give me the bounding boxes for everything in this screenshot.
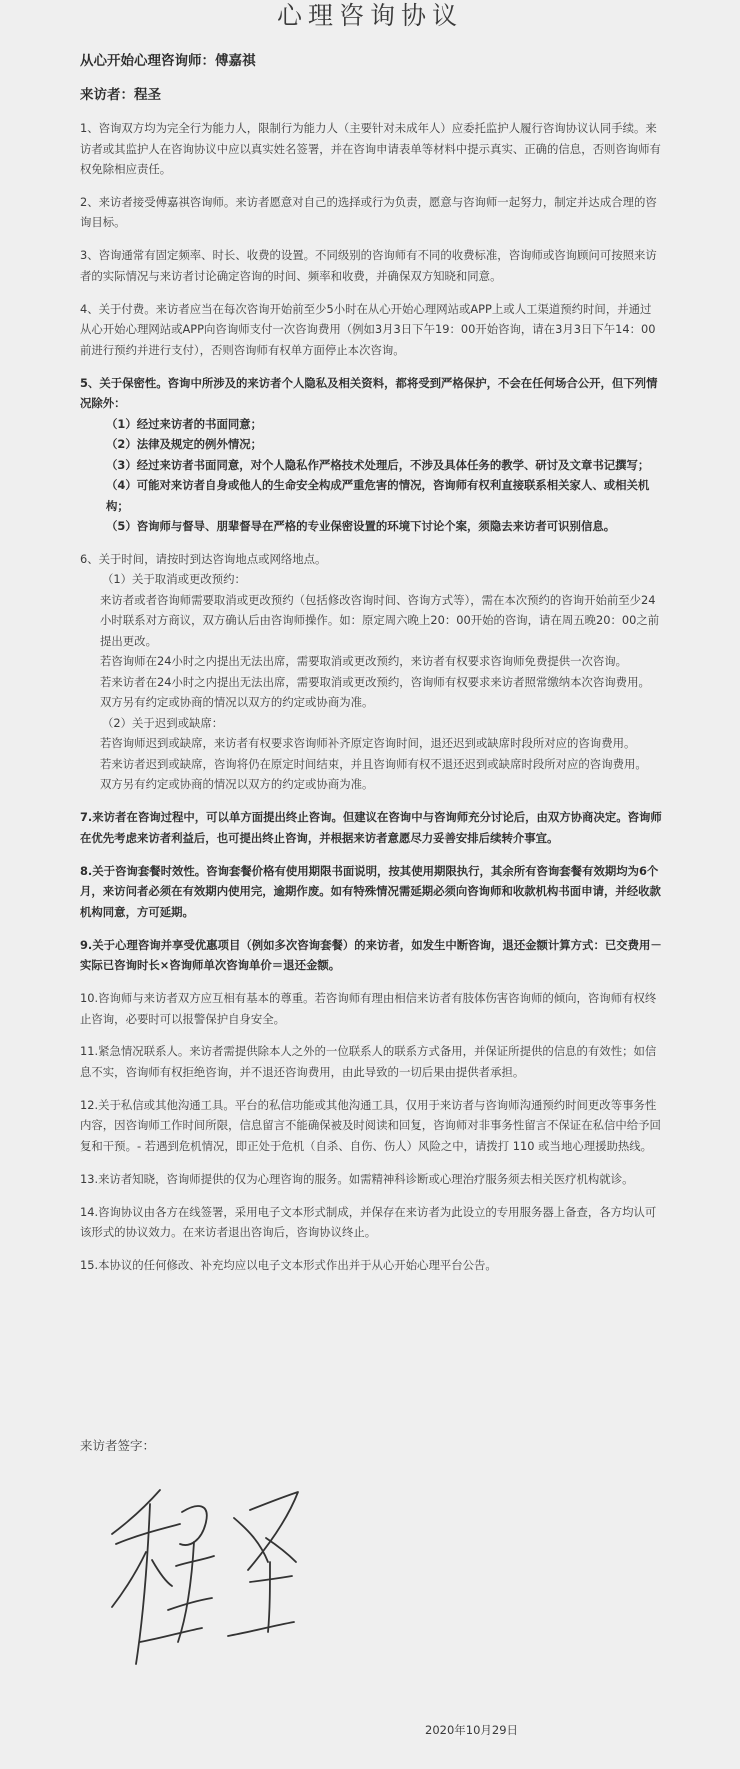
sub-section-paragraph: 若来访者在24小时之内提出无法出席，需要取消或更改预约，咨询师有权要求来访者照常缴纳本次咨询费用。: [100, 674, 650, 689]
confidentiality-exception-item: （1）经过来访者的书面同意；: [106, 416, 263, 431]
clause-1: [80, 118, 662, 180]
clause-text: 5、关于保密性。咨询中所涉及的来访者个人隐私及相关资料，都将受到严格保护，不会在任何场合公开，但下列情况除外：: [80, 375, 658, 411]
clause-12: [80, 1095, 662, 1157]
clause-9: [80, 935, 662, 976]
handwritten-signature: [110, 1482, 320, 1667]
client-line: 来访者：程圣: [80, 87, 161, 103]
clause-4: [80, 299, 662, 361]
document-title: 心理咨询协议: [276, 1, 463, 30]
sub-section-paragraph: 若咨询师在24小时之内提出无法出席，需要取消或更改预约，来访者有权要求咨询师免费提供一次咨询。: [100, 654, 628, 669]
clause-text: 13.来访者知晓，咨询师提供的仅为心理咨询的服务。如需精神科诊断或心理治疗服务须去相关医疗机构就诊。: [80, 1171, 634, 1186]
clause-6: [80, 549, 662, 795]
clause-text: 4、关于付费。来访者应当在每次咨询开始前至少5小时在从心开始心理网站或APP上或人工渠道预约时间，并通过从心开始心理网站或APP向咨询师支付一次咨询费用（例如3月3日下午19：00开始咨询，请在3月3日下午14：00前进行预约并进行支付），否则咨询师有权单方面停止本次咨询。: [80, 301, 656, 357]
sub-section-heading: （1）关于取消或更改预约：: [102, 572, 246, 587]
clause-7: [80, 807, 662, 848]
clause-15: [80, 1255, 662, 1276]
sub-section-paragraph: 来访者或者咨询师需要取消或更改预约（包括修改咨询时间、咨询方式等），需在本次预约的咨询开始前至少24小时联系对方商议，双方确认后由咨询师操作。如：原定周六晚上20：00开始的咨询，请在周五晚20：00之前提出更改。: [100, 592, 660, 648]
signing-date: 2020年10月29日: [425, 1723, 519, 1737]
clause-text: 14.咨询协议由各方在线签署，采用电子文本形式制成，并保存在来访者为此设立的专用服务器上备查，各方均认可该形式的协议效力。在来访者退出咨询后，咨询协议终止。: [80, 1204, 657, 1240]
clause-text: 15.本协议的任何修改、补充均应以电子文本形式作出并于从心开始心理平台公告。: [80, 1257, 497, 1272]
clause-11: [80, 1041, 662, 1082]
clause-text: 2、来访者接受傅嘉祺咨询师。来访者愿意对自己的选择或行为负责，愿意与咨询师一起努力，制定并达成合理的咨询目标。: [80, 194, 657, 230]
clause-5: [80, 373, 662, 537]
clause-list: [80, 118, 662, 1288]
clause-10: [80, 988, 662, 1029]
clause-text: 3、咨询通常有固定频率、时长、收费的设置。不同级别的咨询师有不同的收费标准，咨询师或咨询顾问可按照来访者的实际情况与来访者讨论确定咨询的时间、频率和收费，并确保双方知晓和同意。: [80, 248, 657, 283]
clause-text: 7.来访者在咨询过程中，可以单方面提出终止咨询。但建议在咨询中与咨询师充分讨论后，由双方协商决定。咨询师在优先考虑来访者利益后，也可提出终止咨询，并根据来访者意愿尽力妥善安排后续转介事宜。: [80, 810, 662, 845]
sub-section-paragraph: 若咨询师迟到或缺席，来访者有权要求咨询师补齐原定咨询时间，退还迟到或缺席时段所对应的咨询费用。: [100, 736, 636, 751]
clause-14: [80, 1202, 662, 1243]
sub-section-heading: （2）关于迟到或缺席：: [102, 715, 224, 730]
confidentiality-exception-item: （3）经过来访者书面同意，对个人隐私作严格技术处理后，不涉及具体任务的教学、研讨及文章书记撰写；: [106, 457, 650, 472]
clause-text: 10.咨询师与来访者双方应互相有基本的尊重。若咨询师有理由相信来访者有肢体伤害咨询师的倾向，咨询师有权终止咨询，必要时可以报警保护自身安全。: [80, 991, 657, 1026]
clause-text: 12.关于私信或其他沟通工具。平台的私信功能或其他沟通工具，仅用于来访者与咨询师沟通预约时间更改等事务性内容，因咨询师工作时间所限，信息留言不能确保被及时阅读和回复，咨询师对非事务性留言不保证在私信中给予回复和干预。- 若遇到危机情况，即正处于危机（自杀、自伤、伤人）风险之中，请拨打 110 或当地心理援助热线。: [80, 1097, 661, 1153]
clause-text: 1、咨询双方均为完全行为能力人，限制行为能力人（主要针对未成年人）应委托监护人履行咨询协议认同手续。来访者或其监护人在咨询协议中应以真实姓名签署，并在咨询申请表单等材料中提示真实、正确的信息，否则咨询师有权免除相应责任。: [80, 121, 661, 176]
clause-text: 9.关于心理咨询并享受优惠项目（例如多次咨询套餐）的来访者，如发生中断咨询，退还金额计算方式：已交费用－实际已咨询时长×咨询师单次咨询单价＝退还金额。: [80, 937, 662, 973]
sub-section-paragraph: 若来访者迟到或缺席，咨询将仍在原定时间结束，并且咨询师有权不退还迟到或缺席时段所对应的咨询费用。: [100, 756, 647, 771]
confidentiality-exception-item: （5）咨询师与督导、朋辈督导在严格的专业保密设置的环境下讨论个案，须隐去来访者可识别信息。: [106, 519, 616, 534]
clause-text: 8.关于咨询套餐时效性。咨询套餐价格有使用期限书面说明，按其使用期限执行，其余所有咨询套餐有效期均为6个月，来访问者必须在有效期内使用完，逾期作废。如有特殊情况需延期必须向咨询师和收款机构书面申请，并经收款机构同意，方可延期。: [80, 863, 661, 919]
clause-text: 11.紧急情况联系人。来访者需提供除本人之外的一位联系人的联系方式备用，并保证所提供的信息的有效性；如信息不实，咨询师有权拒绝咨询，并不退还咨询费用，由此导致的一切后果由提供者承担。: [80, 1044, 657, 1079]
clause-13: [80, 1169, 662, 1190]
clause-3: [80, 245, 662, 286]
sub-section-paragraph: 双方另有约定或协商的情况以双方的约定或协商为准。: [100, 695, 374, 710]
clause-2: [80, 192, 662, 233]
sub-section-paragraph: 双方另有约定或协商的情况以双方的约定或协商为准。: [100, 777, 374, 792]
confidentiality-exception-item: （2）法律及规定的例外情况；: [106, 437, 263, 452]
clause-text: 6、关于时间，请按时到达咨询地点或网络地点。: [80, 551, 327, 566]
counselor-line: 从心开始心理咨询师：傅嘉祺: [80, 53, 256, 69]
clause-8: [80, 861, 662, 923]
confidentiality-exception-item: （4）可能对来访者自身或他人的生命安全构成严重危害的情况，咨询师有权利直接联系相关家人、或相关机构；: [106, 478, 650, 513]
signature-label: 来访者签字：: [80, 1438, 156, 1453]
